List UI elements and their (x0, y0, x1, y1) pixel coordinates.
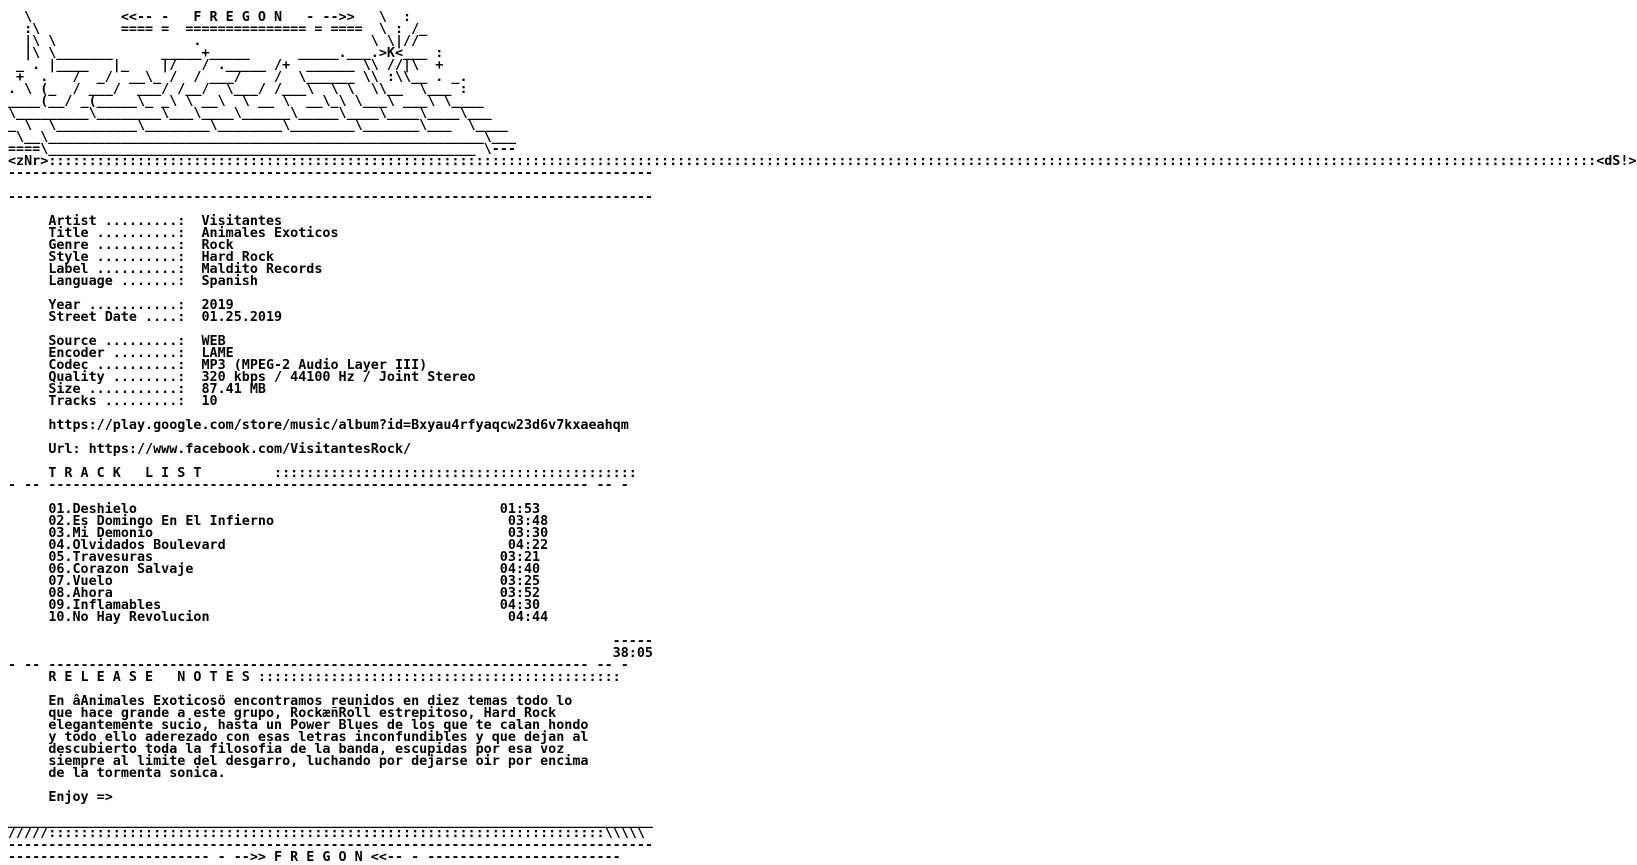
info-row-size (8, 384, 1637, 396)
total-rule: ----- (8, 634, 653, 649)
banner-signature-row: <zNr>::::::::::::::::::::::::::::::::::::::::::::::::::::::::::::::::::::::::::::::::::::::::::::::::::::::::::::::::::::::::::::::::::::::::::::::::::::::::::::::::::::::::::::::::::::::::::::::::<dS!> (8, 154, 1637, 169)
info-label: Street Date ....: (48, 310, 186, 325)
track-title: 08.Ahora (48, 586, 113, 601)
info-value: Visitantes (201, 214, 283, 229)
banner-line: \_________\________\___\____\______\_____\____\____\____\___ (8, 106, 492, 121)
info-value: Spanish (201, 274, 258, 289)
info-label: Genre ..........: (48, 238, 186, 253)
banner-line: ====\_____________________________________________________ \--- (8, 142, 516, 157)
info-value: Maldito Records (201, 262, 323, 277)
banner-line: _ \ \__________\________\________\________\_______\___ \____ (8, 118, 508, 133)
info-value: Animales Exoticos (201, 226, 339, 241)
closing-text: Enjoy => (48, 790, 113, 805)
track-duration: 03:52 (499, 586, 541, 601)
homepage-url: https://www.facebook.com/VisitantesRock/ (88, 442, 412, 457)
info-value: MP3 (MPEG-2 Audio Layer III) (201, 358, 428, 373)
info-value: 10 (201, 394, 218, 409)
notes-text: elegantemente sucio, hasta un Power Blues de los que te calan hondo (48, 718, 589, 733)
footer-art: /////:::::::::::::::::::::::::::::::::::::::::::::::::::::::::::::::::::::\\\\\ (8, 826, 645, 841)
info-value: Hard Rock (201, 250, 275, 265)
track-title: 06.Corazon Salvaje (48, 562, 194, 577)
blank-line (8, 288, 1637, 300)
notes-text: de la tormenta sonica. (48, 766, 226, 781)
track-title: 02.Es Domingo En El Infierno (48, 514, 275, 529)
info-label: Title ..........: (48, 226, 186, 241)
notes-text: y todo ello aderezado con esas letras inconfundibles y que dejan al (48, 730, 589, 745)
blank-line (8, 324, 1637, 336)
track-duration: 04:40 (499, 562, 541, 577)
notes-heading: R E L E A S E N O T E S (48, 670, 250, 685)
tracklist-heading: T R A C K L I S T (48, 466, 202, 481)
notes-line (8, 768, 1637, 780)
store-url-row (8, 420, 1637, 432)
footer-rule: ________________________________________________________________________________ (8, 814, 653, 829)
notes-text: descubierto toda la filosofia de la banda, escupidas por esa voz (48, 742, 565, 757)
track-title: 01.Deshielo (48, 502, 137, 517)
track-duration: 04:44 (507, 610, 549, 625)
blank-line (8, 780, 1637, 792)
info-label: Source .........: (48, 334, 186, 349)
banner-line: \__\______________________________________________________\___ (8, 130, 516, 145)
track-duration: 03:25 (499, 574, 541, 589)
group-tag-right: <dS!> (1596, 154, 1637, 169)
tracklist-heading-row: T R A C K L I S T ::::::::::::::::::::::::::::::::::::::::::::: (48, 466, 637, 481)
footer-rule: -------------------------------------------------------------------------------- (8, 838, 653, 853)
footer-row: ------------------------- - -->> F R E G O N <<-- - ------------------------ (8, 850, 621, 865)
info-label: Size ...........: (48, 382, 186, 397)
url-label: Url: (48, 442, 81, 457)
notes-heading-row: R E L E A S E N O T E S ::::::::::::::::::::::::::::::::::::::::::::: (48, 670, 621, 685)
info-label: Language .......: (48, 274, 186, 289)
track-title: 03.Mi Demonio (48, 526, 154, 541)
info-value: 01.25.2019 (201, 310, 283, 325)
track-row (8, 612, 1637, 624)
info-value: LAME (201, 346, 234, 361)
info-row-tracks (8, 396, 1637, 408)
store-url: https://play.google.com/store/music/album?id=Bxyau4rfyaqcw23d6v7kxaeahqm (48, 418, 629, 433)
info-row-language (8, 276, 1637, 288)
info-value: Rock (201, 238, 234, 253)
info-label: Encoder ........: (48, 346, 186, 361)
separator: -------------------------------------------------------------------------------- (8, 166, 653, 181)
footer-logo-text: - -->> F R E G O N <<-- - (217, 850, 420, 865)
info-label: Year ...........: (48, 298, 186, 313)
track-duration: 04:22 (507, 538, 549, 553)
info-label: Artist .........: (48, 214, 186, 229)
nfo-document (8, 12, 1637, 864)
track-title: 09.Inflamables (48, 598, 162, 613)
banner-line: :\ ==== = =============== = ==== \ : /_ (8, 22, 428, 37)
info-row-street-date (8, 312, 1637, 324)
info-label: Quality ........: (48, 370, 186, 385)
homepage-url-row (8, 444, 1637, 456)
closing-row (8, 792, 1637, 804)
track-duration: 03:21 (499, 550, 541, 565)
notes-text: En âAnimales Exoticosö encontramos reunidos en diez temas todo lo (48, 694, 573, 709)
group-tag-left: <zNr> (8, 154, 49, 169)
banner-line: \ <<-- - F R E G O N - -->> \ : (8, 10, 412, 25)
track-title: 05.Travesuras (48, 550, 154, 565)
separator: -------------------------------------------------------------------------------- (8, 190, 653, 205)
banner-line: + . / _/ __\_ / / ___/ / \______ \\ :\\__ . _. (8, 70, 468, 85)
banner-line: |\ \ . \ \|// (8, 34, 420, 49)
track-duration: 03:48 (507, 514, 549, 529)
info-label: Tracks .........: (48, 394, 186, 409)
banner-line: . \ (_ / ___/ ___/ /__/ \___/ /___\ \ \ \\__ \___ : (8, 82, 468, 97)
info-value: 87.41 MB (201, 382, 266, 397)
track-duration: 03:30 (507, 526, 549, 541)
info-value: WEB (201, 334, 226, 349)
info-label: Codec ..........: (48, 358, 186, 373)
track-title: 10.No Hay Revolucion (48, 610, 210, 625)
info-row-source (8, 336, 1637, 348)
track-duration: 04:30 (499, 598, 541, 613)
total-duration: 38:05 (612, 646, 653, 661)
track-duration: 01:53 (499, 502, 541, 517)
banner-line: |\ \_______ _____+_____ _____.___.>K<___ : (8, 46, 444, 61)
info-row-title (8, 228, 1637, 240)
notes-line (8, 756, 1637, 768)
banner-line: ____(__/ _(_____\_ _\ \ __\ \ __ \ __\_\ \___\ ___\ \____ (8, 94, 484, 109)
notes-text: siempre al limite del desgarro, luchando por dejarse oir por encima (48, 754, 589, 769)
track-title: 07.Vuelo (48, 574, 113, 589)
info-label: Style ..........: (48, 250, 186, 265)
banner-line: _ . |____ |_ |/ / ._____ /+ ______ \\ //|\ + (8, 58, 444, 73)
track-title: 04.Olvidados Boulevard (48, 538, 226, 553)
notes-text: que hace grande a este grupo, RockæñRoll estrepitoso, Hard Rock (48, 706, 557, 721)
separator: - -- ------------------------------------------------------------------- -- - (8, 478, 629, 493)
separator: - -- ------------------------------------------------------------------- -- - (8, 658, 629, 673)
info-label: Label ..........: (48, 262, 186, 277)
info-value: 320 kbps / 44100 Hz / Joint Stereo (201, 370, 476, 385)
info-value: 2019 (201, 298, 234, 313)
